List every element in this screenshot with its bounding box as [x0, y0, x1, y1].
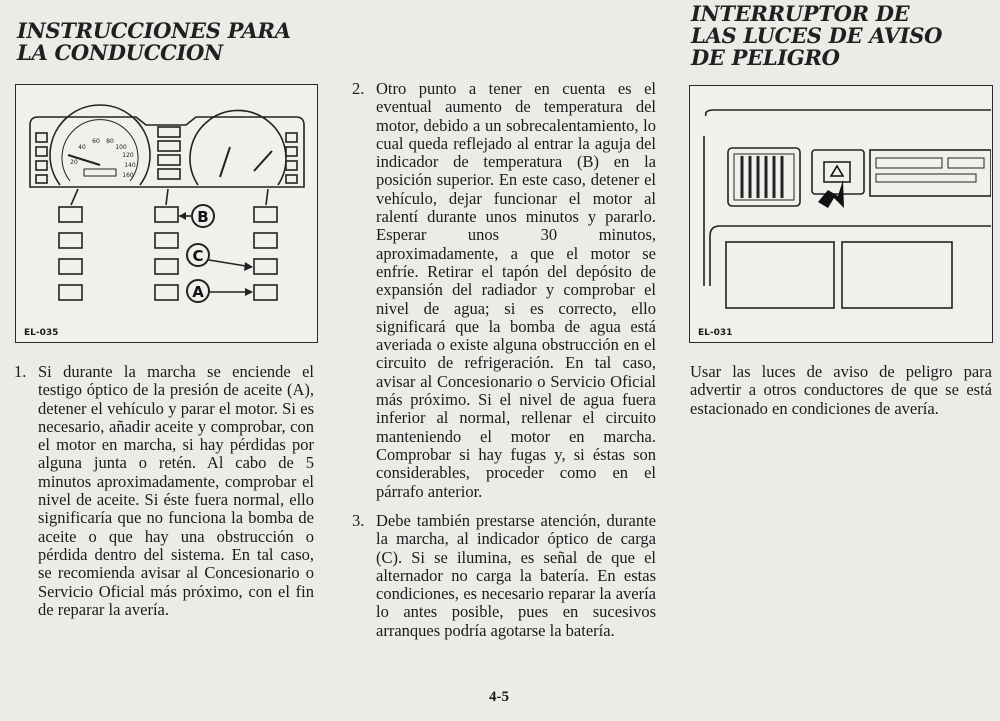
right-heading-line: INTERRUPTOR DE — [691, 1, 910, 26]
dashboard-drawing — [690, 86, 991, 341]
paragraph-number: 3. — [352, 511, 365, 530]
leader-line — [166, 189, 168, 205]
arrowhead — [245, 288, 253, 296]
leader-line — [266, 189, 268, 205]
figure-label: EL-031 — [698, 328, 733, 338]
speedometer-tick: 40 — [78, 144, 86, 151]
instrument-cluster-figure — [15, 84, 318, 343]
arrowhead — [179, 212, 186, 220]
right-heading-line: LAS LUCES DE AVISO — [691, 23, 943, 48]
indicator-lamp — [158, 155, 180, 165]
hazard-switch-figure — [689, 85, 993, 343]
paragraph-2 — [352, 79, 656, 501]
speedometer-tick: 140 — [124, 162, 136, 169]
hazard-triangle-icon — [831, 166, 843, 176]
paragraph-text: Otro punto a tener en cuenta es el eventual aumento de temperatura del motor, debido a un sobrecalentamiento, lo cual queda reflejado al entrar la aguja del indicador de temperatura (B) en la posición superior. En este caso, detener el vehículo, dejar funcionar el motor al ralentí durante unos minutos y pararlo. Esperar unos 30 minutos, aproximadamente, a que el motor se enfríe. Retirar el tapón del depósito de expansión del radiador y comprobar el nivel de agua; si es correcto, ello significará que la bomba de agua está averiada o existe alguna obstrucción en el circuito de refrigeración. En tal caso, avisar al Concesionario o Servicio Oficial más próximo. Si el nivel de agua fuera inferior al normal, rellenar el circuito manteniendo el motor en marcha. Comprobar si hay fugas y, si éstas son considerables, proceder como en el párrafo anterior. — [376, 79, 656, 501]
warning-lamp — [254, 233, 277, 248]
callout-letter-c: C — [192, 247, 204, 265]
paragraph-text: Debe también prestarse atención, durante la marcha, al indicador óptico de carga (C). Si se ilumina, es señal de que el alternador no carga la batería. En estas condiciones, es necesario reparar la avería lo antes posible, pues en sucesivos arranques podría agotarse la batería. — [376, 511, 656, 640]
dashboard-edge — [706, 110, 991, 116]
glove-box — [726, 242, 834, 308]
paragraph-text: Si durante la marcha se enciende el testigo óptico de la presión de aceite (A), detener el vehículo y parar el motor. Si es necesario, añadir aceite y comprobar, con el motor en marcha, si hay pérdidas por alguna junta o retén. Al cabo de 5 minutos aproximadamente, comprobar el nivel de aceite. Si éste fuera normal, ello significaría que no funciona la bomba de aceite o que hay una obstrucción o pérdida dentro del sistema. En tal caso, se recomienda avisar al Concesionario o Servicio Oficial más próximo, con el fin de reparar la avería. — [38, 362, 314, 619]
temperature-needle — [220, 147, 230, 177]
paragraph-number: 2. — [352, 79, 365, 98]
hazard-switch-housing — [812, 150, 864, 194]
lower-console — [710, 226, 991, 286]
odometer — [84, 169, 116, 176]
speedometer-tick: 160 — [122, 172, 134, 179]
radio-buttons — [876, 174, 976, 182]
indicator-lamp — [286, 147, 297, 156]
indicator-lamp — [36, 175, 47, 183]
speedometer-tick: 60 — [92, 138, 100, 145]
paragraph-3 — [352, 511, 656, 640]
indicator-lamp — [36, 133, 47, 142]
fuel-temp-dial — [190, 110, 286, 185]
right-heading — [691, 3, 942, 69]
speedometer-tick: 120 — [122, 152, 134, 159]
storage-box — [842, 242, 952, 308]
callout-letter-b: B — [197, 208, 209, 226]
warning-lamp — [254, 207, 277, 222]
left-heading-line: LA CONDUCCION — [17, 40, 223, 65]
indicator-lamp — [36, 161, 47, 170]
fuel-needle — [254, 151, 272, 171]
instrument-cluster-drawing — [16, 85, 316, 341]
indicator-lamp — [158, 127, 180, 137]
right-heading-line: DE PELIGRO — [691, 45, 840, 70]
warning-lamp — [155, 233, 178, 248]
speedometer-tick: 20 — [70, 159, 78, 166]
radio-display — [876, 158, 942, 168]
indicator-lamp — [286, 133, 297, 142]
warning-lamp — [59, 233, 82, 248]
indicator-lamp — [158, 169, 180, 179]
radio-panel — [870, 150, 991, 196]
callout-letter-a: A — [192, 283, 204, 301]
warning-lamp — [155, 207, 178, 222]
speedometer-tick: 100 — [115, 144, 127, 151]
warning-lamp — [155, 259, 178, 274]
paragraph-1 — [14, 362, 314, 619]
hazard-description — [690, 363, 992, 418]
page-number: 4-5 — [489, 689, 509, 705]
indicator-lamp — [286, 175, 297, 183]
warning-lamp — [59, 259, 82, 274]
radio-knob — [948, 158, 984, 168]
paragraph-text: Usar las luces de aviso de peligro para advertir a otros conductores de que se está estacionado en condiciones de avería. — [690, 362, 992, 418]
indicator-lamp — [286, 161, 297, 170]
arrowhead — [244, 262, 253, 271]
warning-lamp — [59, 207, 82, 222]
indicator-lamp — [36, 147, 47, 156]
air-vent — [728, 148, 800, 206]
speedometer-tick: 80 — [106, 138, 114, 145]
indicator-lamp — [158, 141, 180, 151]
left-heading-line: INSTRUCCIONES PARA — [17, 18, 291, 43]
left-heading — [17, 20, 291, 64]
battery-charge-lamp — [254, 259, 277, 274]
warning-lamp — [59, 285, 82, 300]
warning-lamp — [155, 285, 178, 300]
oil-pressure-lamp — [254, 285, 277, 300]
paragraph-number: 1. — [14, 362, 27, 381]
leader-line — [71, 189, 78, 205]
figure-label: EL-035 — [24, 328, 59, 338]
